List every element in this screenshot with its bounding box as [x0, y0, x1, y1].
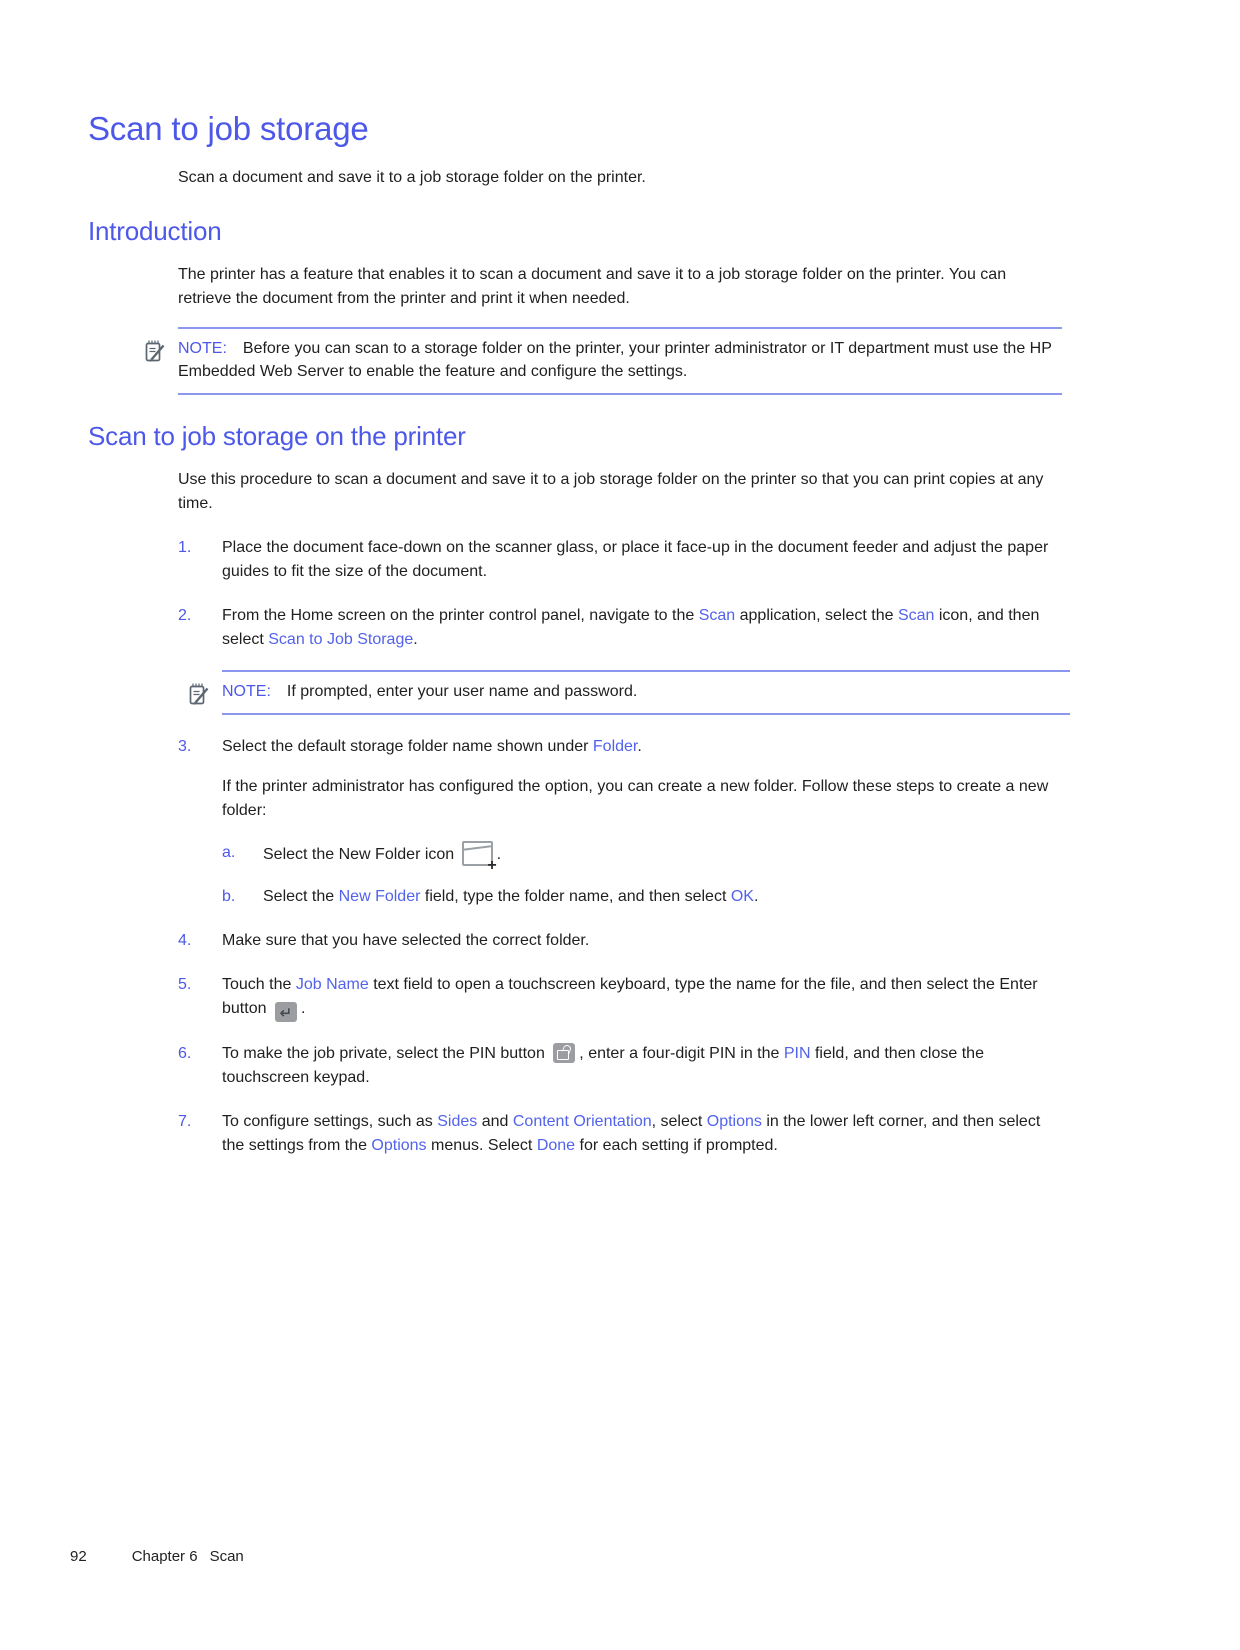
note-label: NOTE: — [222, 683, 271, 700]
text-run: and — [477, 1113, 513, 1130]
procedure-steps — [88, 536, 1150, 1158]
step-number: 6. — [178, 1045, 192, 1062]
text-run: . — [300, 1000, 306, 1017]
step-item — [178, 1110, 1150, 1158]
step-text — [222, 735, 1062, 759]
text-run: field, type the folder name, and then select — [420, 888, 731, 905]
substep-letter: b. — [222, 888, 236, 905]
substep-text — [263, 885, 758, 909]
step-number: 1. — [178, 539, 192, 556]
note-body: Before you can scan to a storage folder on the printer, your printer administrator or IT department must use the HP Embedded Web Server to enable the feature and configure the settings. — [178, 340, 1052, 380]
step-number: 2. — [178, 607, 192, 624]
note-label: NOTE: — [178, 340, 227, 357]
step-number: 7. — [178, 1113, 192, 1130]
inline-link[interactable]: Content Orientation — [512, 1113, 652, 1130]
enter-icon — [275, 1002, 297, 1022]
step-item — [178, 1042, 1150, 1090]
inline-link[interactable]: OK — [730, 888, 754, 905]
text-run: From the Home screen on the printer control panel, navigate to the — [222, 607, 699, 624]
step-item — [178, 929, 1150, 953]
inline-link[interactable]: PIN — [783, 1045, 811, 1062]
page-content — [0, 110, 1240, 1158]
text-run: text field to open a touchscreen keyboard, type the name for the file, and then select the Enter button — [222, 976, 1038, 1017]
text-run: , enter a four-digit PIN in the — [579, 1045, 784, 1062]
page-title: Scan to job storage — [88, 110, 369, 147]
page-footer — [70, 1548, 244, 1565]
substep-text — [263, 841, 501, 867]
substep-letter: a. — [222, 844, 236, 861]
pin-icon — [553, 1043, 575, 1063]
inline-link[interactable]: Sides — [437, 1113, 478, 1130]
step-content — [222, 735, 1062, 909]
introduction-paragraph: The printer has a feature that enables it to scan a document and save it to a job storage folder on the printer. You can retrieve the document from the printer and print it when needed. — [178, 266, 1007, 307]
step-text — [222, 604, 1062, 652]
step-number: 3. — [178, 738, 192, 755]
new-folder-icon — [462, 841, 493, 866]
footer-chapter: Chapter 6 — [131, 1548, 198, 1565]
footer-section: Scan — [209, 1548, 244, 1565]
text-run: icon, and then select — [222, 607, 1040, 648]
text-run: Make sure that you have selected the correct folder. — [222, 932, 590, 949]
note-icon — [189, 682, 211, 706]
section-heading-procedure: Scan to job storage on the printer — [88, 421, 466, 451]
text-run: application, select the — [735, 607, 898, 624]
substep-item — [222, 841, 1062, 867]
text-run: . — [496, 846, 502, 863]
text-run: Select the default storage folder name shown under — [222, 738, 593, 755]
text-run: To make the job private, select the PIN button — [222, 1045, 550, 1062]
text-run: field, and then close the touchscreen keypad. — [222, 1045, 984, 1086]
text-run: Place the document face-down on the scanner glass, or place it face-up in the document feeder and adjust the paper guides to fit the size of the document. — [222, 539, 1049, 580]
inline-link[interactable]: Folder — [592, 738, 638, 755]
inline-link[interactable]: Done — [536, 1137, 576, 1154]
step-item — [178, 604, 1150, 652]
text-run: . — [413, 631, 418, 648]
step-item — [178, 536, 1150, 584]
step-text — [222, 1110, 1062, 1158]
text-run: Touch the — [222, 976, 296, 993]
substep-item — [222, 885, 1062, 909]
inline-link[interactable]: Job Name — [295, 976, 369, 993]
text-run: Select the New Folder icon — [263, 846, 459, 863]
step-number: 5. — [178, 976, 192, 993]
step-number: 4. — [178, 932, 192, 949]
note-body: If prompted, enter your user name and password. — [286, 683, 638, 700]
inline-link[interactable]: New Folder — [338, 888, 421, 905]
note-content — [222, 680, 1070, 703]
step-text — [222, 973, 1062, 1022]
text-run: Select the — [263, 888, 339, 905]
text-run: To configure settings, such as — [222, 1113, 438, 1130]
step-item — [178, 973, 1150, 1022]
step-text — [222, 929, 589, 953]
text-run: . — [637, 738, 642, 755]
inline-link[interactable]: Scan to Job Storage — [268, 631, 414, 648]
inline-link[interactable]: Scan — [698, 607, 736, 624]
section-heading-introduction: Introduction — [88, 216, 222, 246]
note-box — [222, 670, 1070, 715]
text-run: for each setting if prompted. — [575, 1137, 778, 1154]
procedure-paragraph: Use this procedure to scan a document and save it to a job storage folder on the printer so that you can print copies at any time. — [178, 471, 1044, 512]
inline-link[interactable]: Options — [706, 1113, 762, 1130]
page-number: 92 — [70, 1548, 87, 1565]
text-run: menus. Select — [426, 1137, 537, 1154]
note-content — [178, 337, 1062, 383]
step-extra-paragraph: If the printer administrator has configured the option, you can create a new folder. Follow these steps to create a new folder: — [222, 778, 1049, 819]
step-text — [222, 1042, 1062, 1090]
intro-paragraph: Scan a document and save it to a job storage folder on the printer. — [178, 169, 646, 186]
note-box — [178, 327, 1062, 395]
step-text — [222, 536, 1062, 584]
step-item — [178, 735, 1150, 909]
inline-link[interactable]: Scan — [897, 607, 935, 624]
text-run: . — [753, 888, 759, 905]
text-run: in the lower left corner, and then select the settings from the — [222, 1113, 1041, 1154]
text-run: , select — [651, 1113, 707, 1130]
inline-link[interactable]: Options — [371, 1137, 427, 1154]
note-icon — [145, 339, 167, 363]
